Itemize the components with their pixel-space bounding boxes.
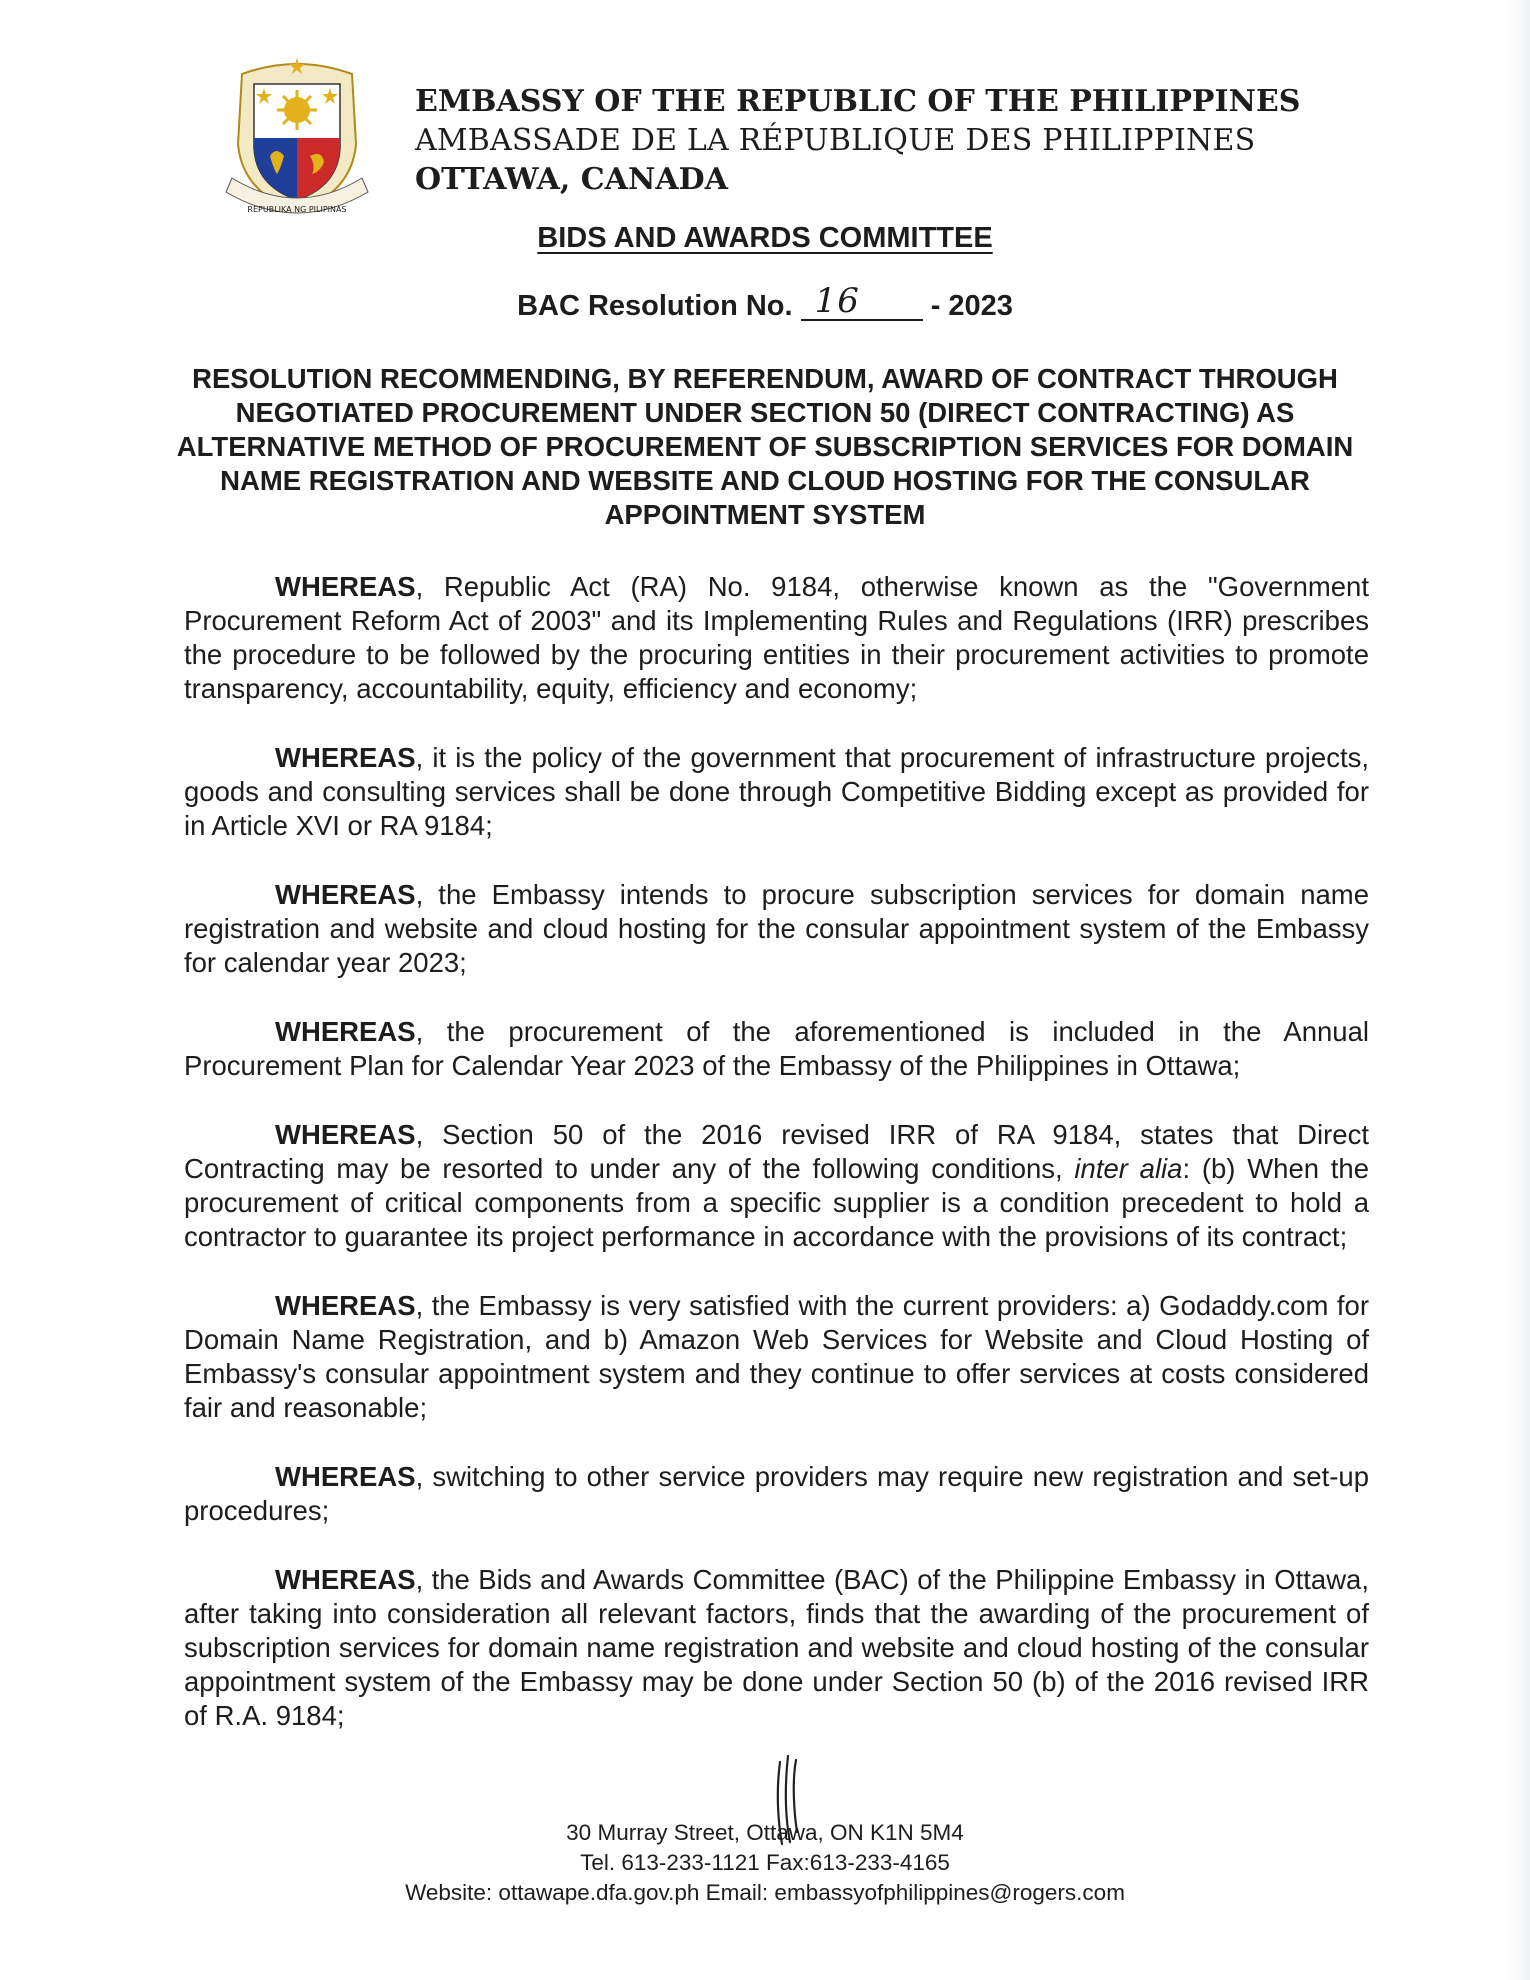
committee-heading: BIDS AND AWARDS COMMITTEE (537, 222, 993, 254)
footer (0, 1818, 1530, 1908)
whereas-paragraph-1: WHEREAS, Republic Act (RA) No. 9184, otherwise known as the "Government Procurement Reform Act of 2003" and its Implementing Rules and Regulations (IRR) prescribes the procedure to be followed by the procuring entities in their procurement activities to promote transparency, accountability, equity, efficiency and economy; (184, 571, 1369, 704)
whereas-paragraph-8: WHEREAS, the Bids and Awards Committee (BAC) of the Philippine Embassy in Ottawa, after taking into consideration all relevant factors, finds that the awarding of the procurement of subscription services for domain name registration and website and cloud hosting of the consular appointment system of the Embassy may be done under Section 50 (b) of the 2016 revised IRR of R.A. 9184; (184, 1564, 1369, 1731)
whereas-paragraph-5: WHEREAS, Section 50 of the 2016 revised IRR of RA 9184, states that Direct Contracting may be resorted to under any of the following conditions, inter alia: (b) When the procurement of critical components from a specific supplier is a condition precedent to hold a contractor to guarantee its project performance in accordance with the provisions of its contract; (184, 1119, 1369, 1252)
footer-address: 30 Murray Street, Ottawa, ON K1N 5M4 (566, 1820, 964, 1845)
letterhead (415, 82, 1300, 199)
whereas-paragraph-6: WHEREAS, the Embassy is very satisfied with the current providers: a) Godaddy.com for Domain Name Registration, and b) Amazon Web Services for Website and Cloud Hosting of Embassy's consular appointment system and they continue to offer services at costs considered fair and reasonable; (184, 1290, 1369, 1423)
whereas-paragraph-7: WHEREAS, switching to other service providers may require new registration and set-up procedures; (184, 1461, 1369, 1526)
embassy-name-fr: AMBASSADE DE LA RÉPUBLIQUE DES PHILIPPINES (415, 123, 1256, 158)
whereas-paragraph-3: WHEREAS, the Embassy intends to procure subscription services for domain name registration and website and cloud hosting for the consular appointment system of the Embassy for calendar year 2023; (184, 879, 1369, 978)
seal-text: REPUBLIKA NG PILIPINAS (247, 205, 347, 214)
philippine-seal-icon (222, 52, 372, 232)
footer-web: Website: ottawape.dfa.gov.ph Email: embassyofphilippines@rogers.com (405, 1880, 1125, 1905)
handwritten-number: 16 (814, 281, 860, 321)
resolution-year: - 2023 (930, 290, 1013, 322)
whereas-paragraph-4: WHEREAS, the procurement of the aforementioned is included in the Annual Procurement Plan for Calendar Year 2023 of the Embassy of the Philippines in Ottawa; (184, 1016, 1369, 1081)
resolution-number-blank (801, 281, 923, 321)
embassy-name-en: EMBASSY OF THE REPUBLIC OF THE PHILIPPINES (415, 84, 1301, 119)
resolution-prefix: BAC Resolution No. (517, 290, 793, 322)
resolution-title: RESOLUTION RECOMMENDING, BY REFERENDUM, AWARD OF CONTRACT THROUGH NEGOTIATED PROCUREMENT UNDER SECTION 50 (DIRECT CONTRACTING) AS ALTERNATIVE METHOD OF PROCUREMENT OF SUBSCRIPTION SERVICES FOR DOMAIN NAME REGISTRATION AND WEBSITE AND CLOUD HOSTING FOR THE CONSULAR APPOINTMENT SYSTEM (176, 363, 1354, 530)
resolution-number-line (0, 281, 1530, 323)
footer-phone: Tel. 613-233-1121 Fax:613-233-4165 (580, 1850, 950, 1875)
embassy-location: OTTAWA, CANADA (415, 162, 728, 197)
whereas-paragraph-2: WHEREAS, it is the policy of the government that procurement of infrastructure projects, goods and consulting services shall be done through Competitive Bidding except as provided for in Article XVI or RA 9184; (184, 742, 1369, 841)
resolution-body (184, 570, 1369, 1768)
